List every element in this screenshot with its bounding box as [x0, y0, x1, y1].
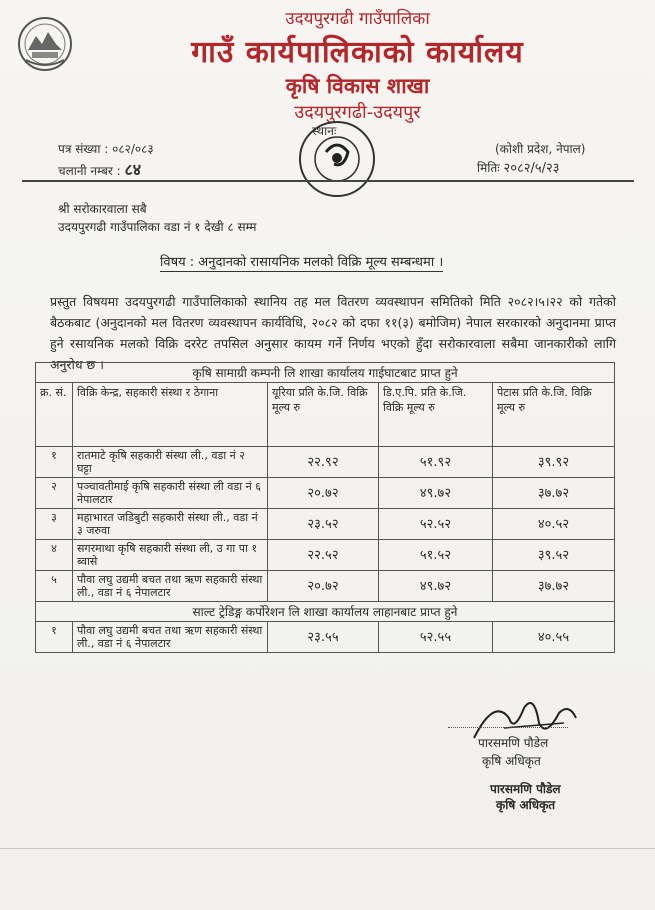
table-row: २ पञ्चावतीमाई कृषि सहकारी संस्था ली वडा नं ६ नेपालटार २०.७२ ४९.७२ ३७.७२ — [36, 478, 615, 509]
letter-number: ०८२/०८३ — [112, 142, 154, 156]
letter-body: प्रस्तुत विषयमा उदयपुरगढी गाउँपालिकाको स्थानिय तह मल वितरण व्यवस्थापन समितिको मिति २०८२।५।२२ को गतेको बैठकबाट (अनुदानको मल वितरण व्यवस्थापन कार्यविधि, २०८२ को दफा ११(३) बमोजिम) नेपाल सरकारको अनुदानमा प्राप्त हुने रसायनिक मलको विक्रि दररेट तपसिल अनुसार कायम गर्ने निर्णय भएको हुँदा सरोकारवाला सबैमा जानकारीको लागि अनुरोध छ । — [50, 294, 616, 372]
recipient-line-1: श्री सरोकारवाला सबै — [58, 202, 147, 216]
date-label: मितिः २०८२/५/२३ — [477, 161, 560, 176]
column-header: विक्रि केन्द्र, सहकारी संस्था र ठेगाना — [73, 383, 268, 447]
signer-name: पारसमणि पौडेल — [478, 736, 549, 750]
table-row: ३ महाभारत जडिबुटी सहकारी संस्था ली., वडा नं ३ जरुवा २३.५२ ५२.५२ ४०.५२ — [36, 509, 615, 540]
letter-number-label: पत्र संख्या : ०८२/०८३ — [58, 142, 154, 156]
page-fold — [0, 848, 655, 849]
dispatch-number: ८४ — [124, 160, 142, 179]
branch-title: कृषि विकास शाखा — [285, 74, 430, 98]
signature-line — [448, 727, 568, 728]
column-header: डि.ए.पि. प्रति के.जि. विक्रि मूल्य रु — [379, 383, 493, 447]
office-seal-stamp — [296, 118, 378, 200]
designation-stamp: कृषि अधिकृत — [496, 798, 556, 812]
section-row-1 — [36, 363, 615, 383]
section-heading: कृषि सामाग्री कम्पनी लि शाखा कार्यालय गाईघाटबाट प्राप्त हुने — [36, 363, 615, 383]
office-title: गाउँ कार्यपालिकाको कार्यालय — [191, 35, 524, 70]
column-header: यूरिया प्रति के.जि. विक्रि मूल्य रु — [268, 383, 379, 447]
fertilizer-price-table — [35, 362, 615, 653]
municipality-name: उदयपुरगढी गाउँपालिका — [285, 9, 430, 29]
dispatch-number-label: चलानी नम्बर : ८४ — [58, 160, 142, 179]
signer-designation: कृषि अधिकृत — [482, 754, 541, 768]
table-row: १ पौवा लघु उद्यमी बचत तथा ऋण सहकारी संस्था ली., वडा नं ६ नेपालटार २३.५५ ५२.५५ ४०.५५ — [36, 622, 615, 653]
table-header-row — [36, 383, 615, 447]
section-heading: साल्ट ट्रेडिङ्ग कर्पोरेशन लि शाखा कार्यालय लाहानबाट प्राप्त हुने — [36, 602, 615, 622]
recipient-line-2: उदयपुरगढी गाउँपालिका वडा नं १ देखी ८ सम्म — [58, 220, 257, 234]
table-row: ४ सगरमाथा कृषि सहकारी संस्था ली, उ गा पा १ ब्वासे २२.५२ ५१.५२ ३९.५२ — [36, 540, 615, 571]
subject-line: विषय : अनुदानको रासायनिक मलको विक्रि मूल्य सम्बन्धमा । — [160, 252, 443, 272]
place-label: स्थानः — [312, 124, 337, 138]
section-row-2 — [36, 602, 615, 622]
table-row: १ रातमाटे कृषि सहकारी संस्था ली., वडा नं २ घट्टा २२.९२ ५१.९२ ३९.९२ — [36, 447, 615, 478]
name-stamp: पारसमणि पौडेल — [490, 782, 561, 796]
location-line: उदयपुरगढी-उदयपुर — [294, 102, 421, 123]
table-row: ५ पौवा लघु उद्यमी बचत तथा ऋण सहकारी संस्था ली., वडा नं ६ नेपालटार २०.७२ ४९.७२ ३७.७२ — [36, 571, 615, 602]
column-header: क्र. सं. — [36, 383, 73, 447]
column-header: पेटास प्रति के.जि. विक्रि मूल्य रु — [493, 383, 615, 447]
letter-date: २०८२/५/२३ — [503, 161, 560, 176]
province-label: (कोशी प्रदेश, नेपाल) — [495, 142, 586, 156]
header-divider — [22, 180, 634, 182]
